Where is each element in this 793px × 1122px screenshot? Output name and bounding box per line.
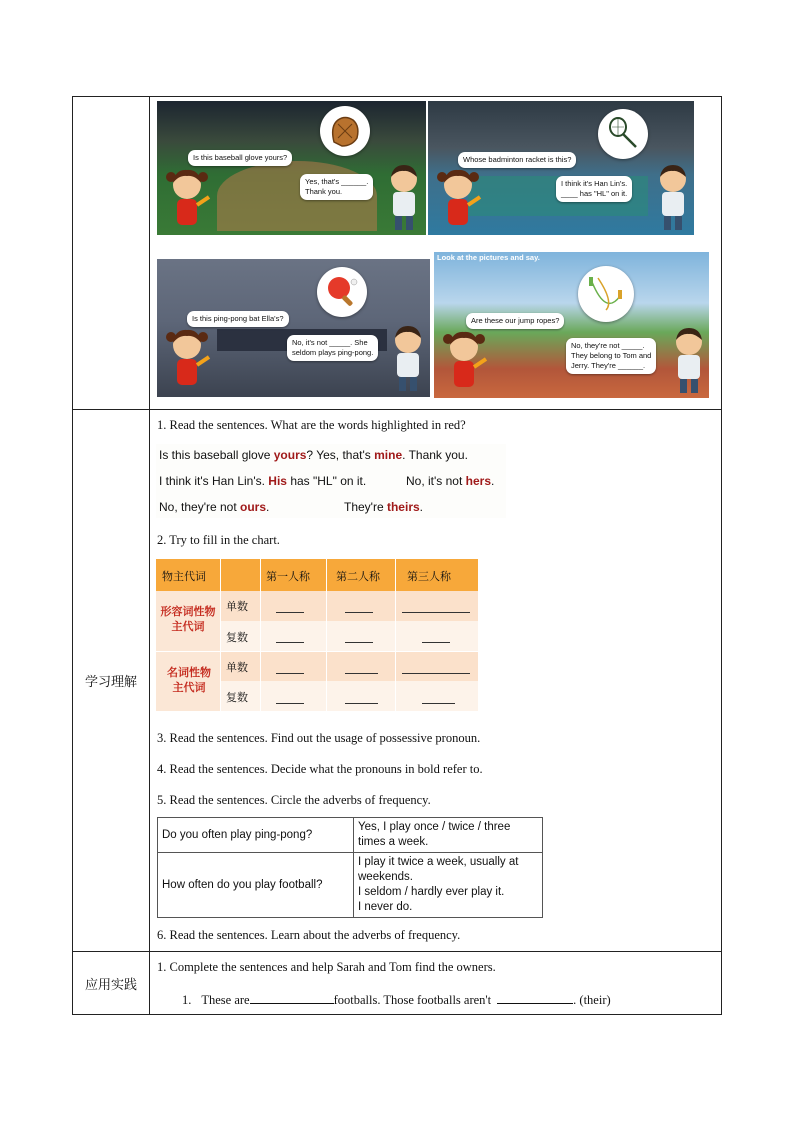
scene-instruction: Look at the pictures and say. bbox=[437, 253, 540, 262]
sentence-2: I think it's Han Lin's. His has "HL" on it. bbox=[159, 474, 367, 488]
pronoun-chart bbox=[156, 559, 478, 711]
chart-corner-header: 物主代词 bbox=[162, 570, 206, 583]
highlighted-sentences bbox=[156, 444, 506, 518]
jump-rope-icon bbox=[578, 266, 634, 322]
blank[interactable] bbox=[345, 612, 373, 613]
blank[interactable] bbox=[276, 703, 304, 704]
boy-character-icon bbox=[670, 324, 708, 396]
practice-item-1: 1. These are footballs. Those footballs aren't . (their) bbox=[182, 993, 611, 1007]
task-6: 6. Read the sentences. Learn about the adverbs of frequency. bbox=[157, 928, 461, 942]
ping-pong-bat-icon bbox=[317, 267, 367, 317]
question-bubble: Whose badminton racket is this? bbox=[458, 152, 576, 168]
baseball-glove-icon bbox=[320, 106, 370, 156]
task-3: 3. Read the sentences. Find out the usage of possessive pronoun. bbox=[157, 731, 481, 745]
answer-bubble: I think it's Han Lin's. ____ has "HL" on it. bbox=[556, 176, 632, 202]
blank[interactable] bbox=[345, 703, 378, 704]
blank[interactable] bbox=[250, 991, 334, 1004]
blank[interactable] bbox=[422, 703, 455, 704]
girl-character-icon bbox=[438, 327, 490, 397]
boy-character-icon bbox=[385, 161, 423, 233]
girl-character-icon bbox=[432, 165, 484, 235]
section-label-practice: 应用实践 bbox=[73, 952, 150, 1015]
sentence-4: No, they're not ours. bbox=[159, 500, 270, 514]
scenes-cell bbox=[150, 97, 722, 410]
adverbs-q2: How often do you play football? bbox=[158, 853, 354, 918]
sentence-1: Is this baseball glove yours? Yes, that's mine. Thank you. bbox=[159, 448, 468, 462]
question-bubble: Is this ping-pong bat Ella's? bbox=[187, 311, 289, 327]
girl-character-icon bbox=[161, 165, 213, 235]
blank[interactable] bbox=[276, 673, 304, 674]
sentence-5: They're theirs. bbox=[344, 500, 424, 514]
chart-col-second-person: 第二人称 bbox=[336, 570, 380, 583]
boy-character-icon bbox=[654, 161, 692, 233]
blank[interactable] bbox=[276, 612, 304, 613]
task-5: 5. Read the sentences. Circle the adverbs of frequency. bbox=[157, 793, 431, 807]
adverbs-a2: I play it twice a week, usually at weekends. I seldom / hardly ever play it. I never do. bbox=[354, 853, 543, 918]
scene-baseball bbox=[157, 101, 426, 235]
task-1: 1. Read the sentences. What are the words highlighted in red? bbox=[157, 418, 466, 432]
chart-col-third-person: 第三人称 bbox=[407, 570, 451, 583]
adverbs-q1: Do you often play ping-pong? bbox=[158, 818, 354, 853]
answer-bubble: Yes, that's ______. Thank you. bbox=[300, 174, 373, 200]
blank[interactable] bbox=[422, 642, 450, 643]
practice-intro: 1. Complete the sentences and help Sarah and Tom find the owners. bbox=[157, 960, 496, 974]
adverbs-a1: Yes, I play once / twice / three times a week. bbox=[354, 818, 543, 853]
chart-row-singular: 单数 bbox=[226, 600, 248, 613]
task-4: 4. Read the sentences. Decide what the pronouns in bold refer to. bbox=[157, 762, 483, 776]
chart-row-singular: 单数 bbox=[226, 661, 248, 674]
blank[interactable] bbox=[402, 673, 470, 674]
empty-label-cell bbox=[73, 97, 150, 410]
blank[interactable] bbox=[345, 642, 373, 643]
section-label-understanding: 学习理解 bbox=[73, 410, 150, 952]
chart-row-plural: 复数 bbox=[226, 691, 248, 704]
scene-badminton bbox=[428, 101, 694, 235]
blank[interactable] bbox=[345, 673, 378, 674]
answer-bubble: No, they're not _____. They belong to Tom and Jerry. They're ______. bbox=[566, 338, 656, 374]
adverbs-table bbox=[157, 817, 543, 918]
blank[interactable] bbox=[276, 642, 304, 643]
chart-row-plural: 复数 bbox=[226, 631, 248, 644]
question-bubble: Is this baseball glove yours? bbox=[188, 150, 292, 166]
blank[interactable] bbox=[497, 991, 573, 1004]
scene-jump-rope bbox=[434, 252, 709, 398]
question-bubble: Are these our jump ropes? bbox=[466, 313, 564, 329]
badminton-racket-icon bbox=[598, 109, 648, 159]
chart-col-first-person: 第一人称 bbox=[266, 570, 310, 583]
girl-character-icon bbox=[161, 325, 213, 395]
boy-character-icon bbox=[389, 322, 427, 394]
chart-group-adjective: 形容词性物主代词 bbox=[160, 605, 216, 633]
scene-ping-pong bbox=[157, 259, 430, 397]
answer-bubble: No, it's not _____. She seldom plays ping-pong. bbox=[287, 335, 378, 361]
sentence-3: No, it's not hers. bbox=[406, 474, 495, 488]
task-2: 2. Try to fill in the chart. bbox=[157, 533, 280, 547]
blank[interactable] bbox=[402, 612, 470, 613]
practice-cell bbox=[150, 952, 722, 1015]
understanding-cell bbox=[150, 410, 722, 952]
worksheet-table bbox=[72, 96, 722, 1015]
chart-group-noun: 名词性物主代词 bbox=[167, 666, 211, 694]
